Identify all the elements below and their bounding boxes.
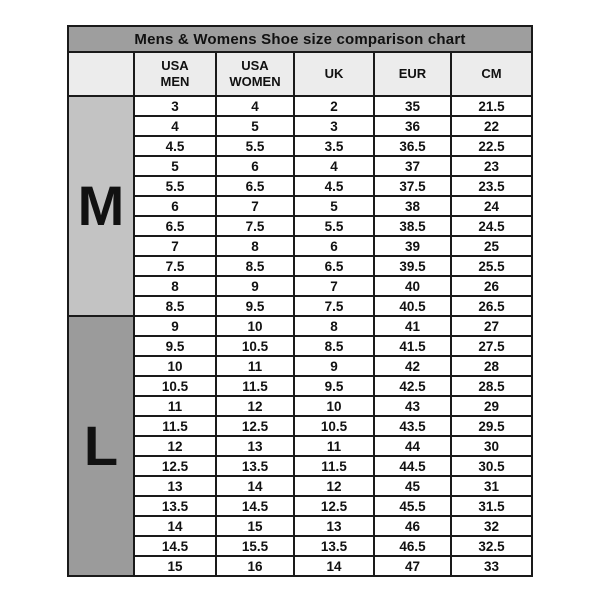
size-cell: 45.5	[374, 496, 451, 516]
table-row	[68, 456, 532, 476]
size-cell: 6.5	[134, 216, 216, 236]
size-cell: 6	[134, 196, 216, 216]
table-row	[68, 196, 532, 216]
size-cell: 15.5	[216, 536, 294, 556]
table-row	[68, 156, 532, 176]
size-cell: 6.5	[294, 256, 374, 276]
size-cell: 11.5	[134, 416, 216, 436]
size-cell: 7	[216, 196, 294, 216]
table-row	[68, 276, 532, 296]
size-cell: 41.5	[374, 336, 451, 356]
size-cell: 31	[451, 476, 532, 496]
size-cell: 13	[216, 436, 294, 456]
size-cell: 39	[374, 236, 451, 256]
size-cell: 44.5	[374, 456, 451, 476]
size-cell: 8.5	[216, 256, 294, 276]
size-cell: 24	[451, 196, 532, 216]
table-body	[68, 96, 532, 576]
size-cell: 43	[374, 396, 451, 416]
size-cell: 14.5	[134, 536, 216, 556]
size-cell: 39.5	[374, 256, 451, 276]
size-cell: 32.5	[451, 536, 532, 556]
shoe-size-table	[67, 25, 533, 577]
size-cell: 5.5	[216, 136, 294, 156]
size-cell: 32	[451, 516, 532, 536]
header-row	[68, 52, 532, 96]
size-cell: 13.5	[134, 496, 216, 516]
size-cell: 8.5	[134, 296, 216, 316]
size-cell: 3.5	[294, 136, 374, 156]
size-cell: 7.5	[294, 296, 374, 316]
size-cell: 25	[451, 236, 532, 256]
size-cell: 7	[294, 276, 374, 296]
size-cell: 13.5	[216, 456, 294, 476]
size-cell: 29.5	[451, 416, 532, 436]
table-row	[68, 556, 532, 576]
size-cell: 42.5	[374, 376, 451, 396]
size-cell: 5.5	[294, 216, 374, 236]
size-cell: 25.5	[451, 256, 532, 276]
size-cell: 11	[294, 436, 374, 456]
table-row	[68, 256, 532, 276]
size-cell: 10	[134, 356, 216, 376]
size-cell: 28	[451, 356, 532, 376]
table-row	[68, 236, 532, 256]
size-cell: 26	[451, 276, 532, 296]
column-header-label: EUR	[398, 66, 427, 82]
size-cell: 13.5	[294, 536, 374, 556]
size-cell: 21.5	[451, 96, 532, 116]
column-header-blank	[68, 52, 134, 96]
size-cell: 6	[294, 236, 374, 256]
size-cell: 26.5	[451, 296, 532, 316]
size-cell: 27.5	[451, 336, 532, 356]
size-cell: 23	[451, 156, 532, 176]
size-cell: 4	[294, 156, 374, 176]
size-cell: 38	[374, 196, 451, 216]
size-cell: 12.5	[216, 416, 294, 436]
size-cell: 12.5	[294, 496, 374, 516]
size-cell: 8	[134, 276, 216, 296]
size-cell: 12.5	[134, 456, 216, 476]
size-cell: 10.5	[134, 376, 216, 396]
size-cell: 3	[294, 116, 374, 136]
size-cell: 7	[134, 236, 216, 256]
size-cell: 27	[451, 316, 532, 336]
section-label-l: L	[68, 316, 134, 576]
size-cell: 13	[294, 516, 374, 536]
table-row	[68, 136, 532, 156]
column-header-cm	[451, 52, 532, 96]
size-cell: 45	[374, 476, 451, 496]
size-cell: 14.5	[216, 496, 294, 516]
size-cell: 46.5	[374, 536, 451, 556]
table-row	[68, 296, 532, 316]
table-row	[68, 496, 532, 516]
size-cell: 42	[374, 356, 451, 376]
size-cell: 29	[451, 396, 532, 416]
size-cell: 40.5	[374, 296, 451, 316]
size-cell: 15	[216, 516, 294, 536]
table-row	[68, 516, 532, 536]
size-cell: 28.5	[451, 376, 532, 396]
size-cell: 5	[134, 156, 216, 176]
size-cell: 14	[294, 556, 374, 576]
size-cell: 46	[374, 516, 451, 536]
column-header-uk	[294, 52, 374, 96]
size-cell: 13	[134, 476, 216, 496]
size-cell: 9.5	[134, 336, 216, 356]
size-cell: 30.5	[451, 456, 532, 476]
size-cell: 3	[134, 96, 216, 116]
table-row	[68, 376, 532, 396]
size-cell: 9	[134, 316, 216, 336]
column-header-label: UK	[324, 66, 344, 82]
size-cell: 9.5	[216, 296, 294, 316]
column-header-label: USA MEN	[160, 58, 190, 89]
table-row	[68, 116, 532, 136]
size-cell: 5	[216, 116, 294, 136]
size-cell: 12	[294, 476, 374, 496]
size-cell: 11	[134, 396, 216, 416]
size-cell: 36	[374, 116, 451, 136]
table-row	[68, 176, 532, 196]
size-cell: 8.5	[294, 336, 374, 356]
size-cell: 8	[216, 236, 294, 256]
column-header-eur	[374, 52, 451, 96]
table-row	[68, 356, 532, 376]
size-cell: 4.5	[294, 176, 374, 196]
size-cell: 43.5	[374, 416, 451, 436]
size-cell: 11.5	[294, 456, 374, 476]
column-header-usa-men	[134, 52, 216, 96]
chart-title: Mens & Womens Shoe size comparison chart	[68, 26, 532, 52]
size-cell: 6.5	[216, 176, 294, 196]
size-cell: 7.5	[134, 256, 216, 276]
size-cell: 11.5	[216, 376, 294, 396]
size-cell: 7.5	[216, 216, 294, 236]
size-cell: 24.5	[451, 216, 532, 236]
size-cell: 16	[216, 556, 294, 576]
size-cell: 9.5	[294, 376, 374, 396]
size-cell: 12	[134, 436, 216, 456]
column-header-label: CM	[481, 66, 502, 82]
table-row	[68, 536, 532, 556]
size-cell: 40	[374, 276, 451, 296]
size-cell: 14	[134, 516, 216, 536]
table-row	[68, 396, 532, 416]
size-cell: 15	[134, 556, 216, 576]
table-row	[68, 416, 532, 436]
size-cell: 2	[294, 96, 374, 116]
size-cell: 33	[451, 556, 532, 576]
size-cell: 5	[294, 196, 374, 216]
table-row	[68, 436, 532, 456]
size-cell: 37.5	[374, 176, 451, 196]
title-row	[68, 26, 532, 52]
size-cell: 12	[216, 396, 294, 416]
size-cell: 10	[294, 396, 374, 416]
size-cell: 23.5	[451, 176, 532, 196]
size-cell: 22	[451, 116, 532, 136]
table-row	[68, 96, 532, 116]
size-cell: 6	[216, 156, 294, 176]
size-cell: 11	[216, 356, 294, 376]
size-cell: 9	[216, 276, 294, 296]
size-cell: 30	[451, 436, 532, 456]
size-cell: 47	[374, 556, 451, 576]
size-cell: 35	[374, 96, 451, 116]
size-cell: 10.5	[294, 416, 374, 436]
column-header-label: USA WOMEN	[229, 58, 281, 89]
size-cell: 31.5	[451, 496, 532, 516]
table-row	[68, 216, 532, 236]
size-cell: 36.5	[374, 136, 451, 156]
section-label-m: M	[68, 96, 134, 316]
size-cell: 9	[294, 356, 374, 376]
column-header-usa-women	[216, 52, 294, 96]
size-cell: 4	[216, 96, 294, 116]
size-cell: 41	[374, 316, 451, 336]
size-cell: 44	[374, 436, 451, 456]
size-cell: 10.5	[216, 336, 294, 356]
table-row	[68, 316, 532, 336]
size-cell: 37	[374, 156, 451, 176]
size-cell: 5.5	[134, 176, 216, 196]
table-row	[68, 336, 532, 356]
size-cell: 4.5	[134, 136, 216, 156]
table-row	[68, 476, 532, 496]
size-cell: 10	[216, 316, 294, 336]
size-cell: 38.5	[374, 216, 451, 236]
size-cell: 22.5	[451, 136, 532, 156]
size-cell: 8	[294, 316, 374, 336]
size-cell: 4	[134, 116, 216, 136]
size-cell: 14	[216, 476, 294, 496]
